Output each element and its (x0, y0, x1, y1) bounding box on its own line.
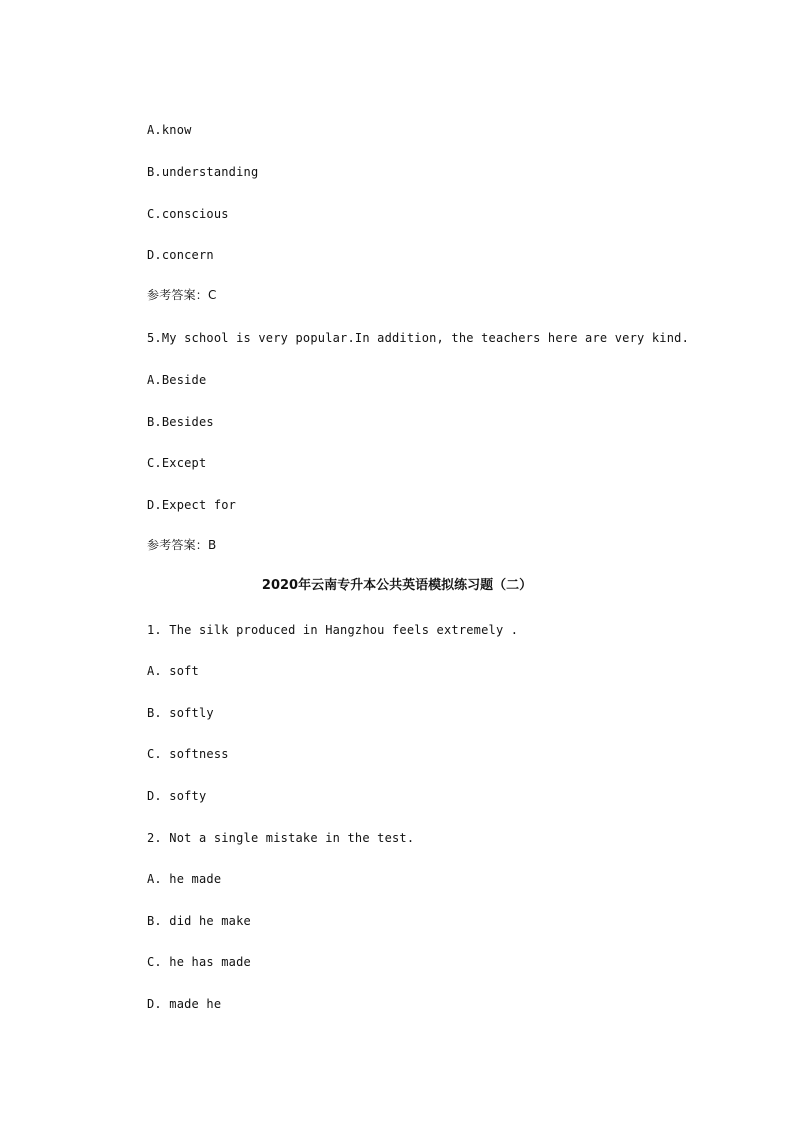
s2-q2-stem: 2. Not a single mistake in the test. (147, 831, 415, 845)
s2-q2-option-b: B. did he make (147, 914, 251, 928)
s2-q1-option-b: B. softly (147, 706, 214, 720)
q4-option-c: C.conscious (147, 207, 229, 221)
q5-option-b: B.Besides (147, 415, 214, 429)
q5-option-d: D.Expect for (147, 498, 237, 512)
section-title: 2020年云南专升本公共英语模拟练习题（二） (261, 578, 533, 593)
q5-answer: 参考答案：B (147, 538, 217, 552)
s2-q1-option-c: C. softness (147, 747, 229, 761)
s2-q1-option-d: D. softy (147, 789, 207, 803)
s2-q2-option-a: A. he made (147, 872, 222, 886)
q5-option-c: C.Except (147, 456, 207, 470)
q4-answer: 参考答案：C (147, 288, 217, 302)
q4-option-a: A.know (147, 123, 192, 137)
s2-q2-option-d: D. made he (147, 997, 222, 1011)
s2-q1-option-a: A. soft (147, 664, 199, 678)
q4-option-d: D.concern (147, 248, 214, 262)
q4-option-b: B.understanding (147, 165, 259, 179)
s2-q2-option-c: C. he has made (147, 955, 251, 969)
q5-option-a: A.Beside (147, 373, 207, 387)
s2-q1-stem: 1. The silk produced in Hangzhou feels extremely . (147, 623, 519, 637)
q5-stem: 5.My school is very popular.In addition, the teachers here are very kind. (147, 331, 689, 345)
